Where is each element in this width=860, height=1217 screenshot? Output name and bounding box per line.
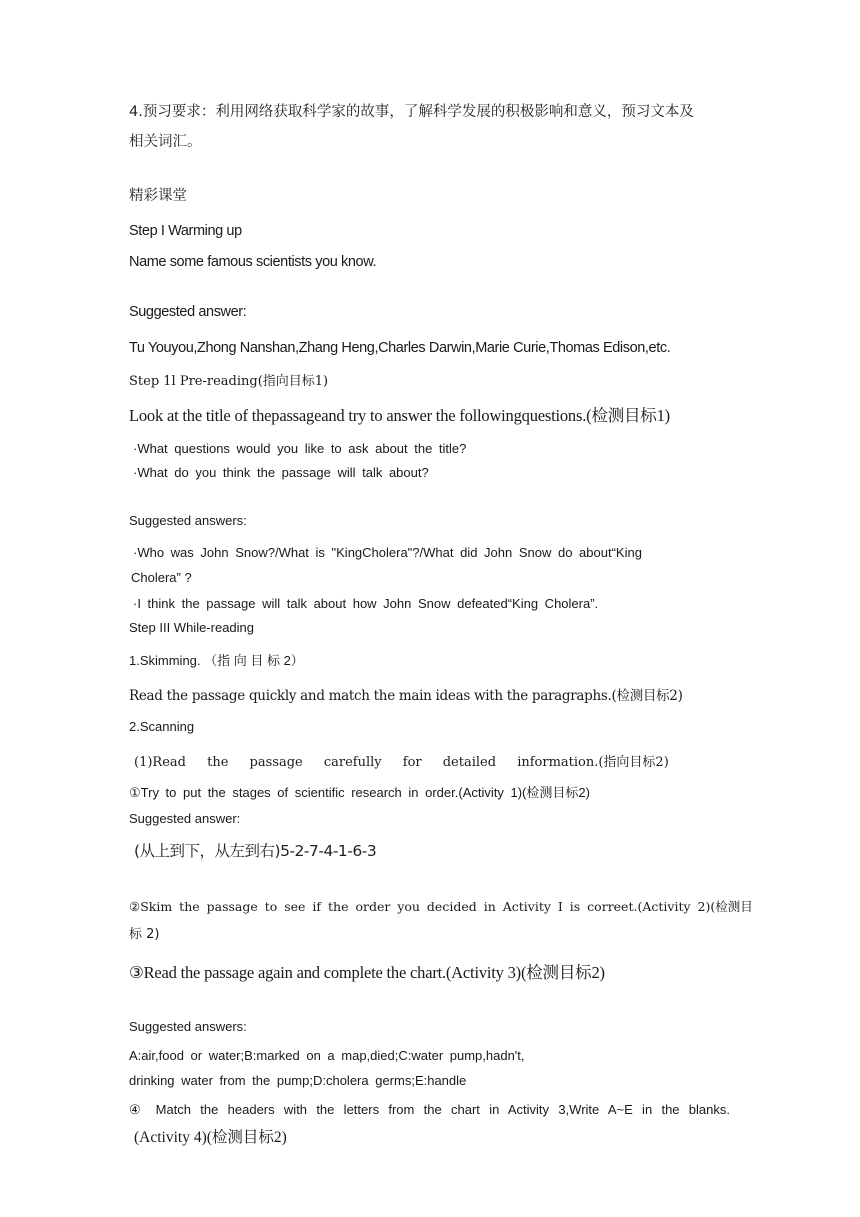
step2-task: Look at the title of thepassageand try to answer the followingquestions.(检测目标1) [129, 406, 670, 425]
activity4-task-line1: ④ Match the headers with the letters from the chart in Activity 3,Write A~E in the blanks. [129, 1102, 730, 1117]
activity1-answer: (从上到下，从左到右)5-2-7-4-1-6-3 [134, 842, 377, 860]
step1-heading: Step I Warming up [129, 223, 242, 239]
skimming-instruction: Read the passage quickly and match the main ideas with the paragraphs.(检测目标2) [129, 688, 683, 704]
activity1-task: ①Try to put the stages of scientific research in order.(Activity 1)(检测目标2) [129, 785, 590, 800]
activity3-answer-line2: drinking water from the pump;D:cholera germs;E:handle [129, 1073, 467, 1088]
activity1-answer-label: Suggested answer: [129, 811, 241, 826]
scanning-instruction: (1)Read the passage carefully for detailed information.(指向目标2) [134, 755, 669, 770]
preview-requirement-line1: 4.预习要求：利用网络获取科学家的故事，了解科学发展的积极影响和意义，预习文本及 [129, 104, 694, 120]
activity4-task-line2: (Activity 4)(检测目标2) [134, 1129, 287, 1146]
step1-answer: Tu Youyou,Zhong Nanshan,Zhang Heng,Charles Darwin,Marie Curie,Thomas Edison,etc. [129, 340, 671, 356]
skimming-task: 1.Skimming. （指 向 目 标 2） [129, 653, 304, 668]
activity3-answer-label: Suggested answers: [129, 1019, 247, 1034]
activity2-task-line2: 标 2) [129, 927, 160, 942]
step2-heading: Step 1l Pre-reading(指向目标1) [129, 374, 329, 389]
step2-answer1-line1: ·Who was John Snow?/What is "KingCholera"?/What did John Snow do about“King [133, 545, 642, 560]
scanning-heading: 2.Scanning [129, 719, 195, 734]
step1-answer-label: Suggested answer: [129, 304, 247, 320]
step2-answer-label: Suggested answers: [129, 513, 247, 528]
step1-task: Name some famous scientists you know. [129, 254, 377, 270]
activity3-answer-line1: A:air,food or water;B:marked on a map,died;C:water pump,hadn't, [129, 1048, 525, 1063]
step2-question1: ·What questions would you like to ask about the title? [133, 441, 467, 456]
step2-answer1-line2: Cholera” ? [131, 570, 192, 585]
preview-requirement-line2: 相关词汇。 [129, 134, 202, 150]
section-heading: 精彩课堂 [129, 188, 187, 204]
step2-answer2: ·I think the passage will talk about how John Snow defeated“King Cholera”. [133, 596, 599, 611]
step2-question2: ·What do you think the passage will talk about? [133, 465, 429, 480]
activity3-task: ③Read the passage again and complete the chart.(Activity 3)(检测目标2) [129, 963, 605, 982]
step3-heading: Step III While-reading [129, 620, 255, 635]
activity2-task-line1: ②Skim the passage to see if the order you decided in Activity I is correet.(Activity 2)(检测目 [129, 899, 753, 914]
